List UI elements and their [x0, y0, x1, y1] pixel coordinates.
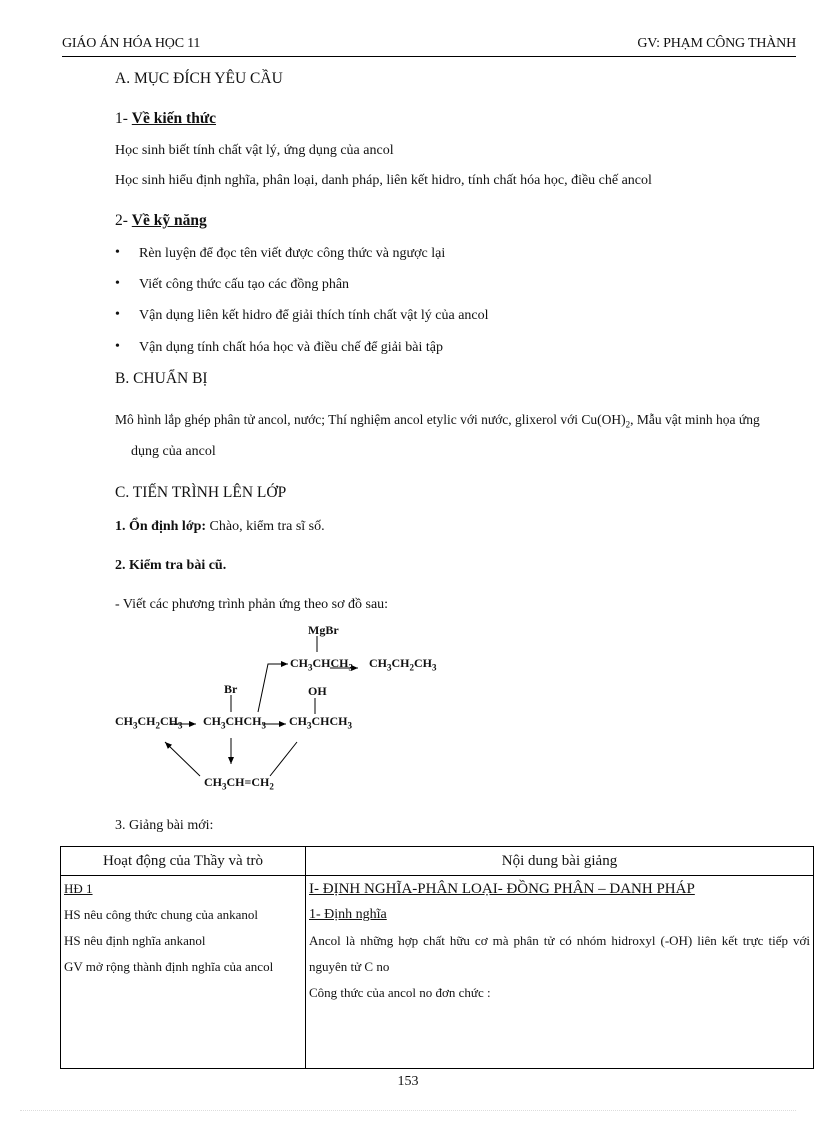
footer-divider — [20, 1110, 796, 1111]
definition-text: Ancol là những hợp chất hữu cơ mà phân tử có nhóm hidroxyl (-OH) liên kết trực tiếp với nguyên tử C no — [309, 933, 810, 974]
activity-line: HS nêu công thức chung của ankanol — [64, 907, 259, 922]
skills-num: 2- — [115, 212, 128, 229]
oh-label: OH — [308, 684, 327, 698]
knowledge-line-2: Học sinh hiểu định nghĩa, phân loại, danh pháp, liên kết hidro, tính chất hóa học, điều chế ancol — [115, 173, 652, 188]
arrow-propene-propane — [165, 742, 200, 776]
header-right: GV: PHẠM CÔNG THÀNH — [637, 36, 796, 51]
col-content-header: Nội dung bài giảng — [306, 847, 814, 876]
activity-1: HĐ 1 — [64, 881, 93, 896]
arrow-bromide-grignard — [258, 664, 288, 712]
preparation-text-2: dụng của ancol — [131, 444, 216, 459]
section-a-title: A. MỤC ĐÍCH YÊU CẦU — [115, 70, 283, 87]
content-section-title: I- ĐỊNH NGHĨA-PHÂN LOẠI- ĐỒNG PHÂN – DANH PHÁP — [309, 881, 695, 897]
product-propane-formula: $CH_3CH_2CH_3$ — [369, 656, 437, 673]
knowledge-line-1: Học sinh biết tính chất vật lý, ứng dụng của ancol — [115, 143, 394, 158]
preparation-text-a: Mô hình lắp ghép phân tử ancol, nước; Thí nghiệm ancol etylic với nước, glixerol với Cu(OH) — [115, 412, 626, 427]
skill-bullet: • Vận dụng tính chất hóa học và điều chế để giải bài tập — [139, 340, 443, 356]
propanol-formula: $CH_3CHCH_3$ — [289, 714, 352, 731]
lesson-content-cell — [306, 876, 814, 1069]
skills-title: Về kỹ năng — [131, 212, 207, 229]
activity-line: GV mở rộng thành định nghĩa của ancol — [64, 959, 274, 974]
lesson-table — [60, 846, 814, 1069]
skill-bullet: • Vận dụng liên kết hidro để giải thích tính chất vật lý của ancol — [139, 308, 489, 324]
mgbr-label: MgBr — [308, 623, 339, 637]
content-subheading: 1- Định nghĩa — [309, 907, 387, 922]
activity-line: HS nêu định nghĩa ankanol — [64, 933, 206, 948]
line-propene-alcohol — [270, 742, 297, 776]
propene-formula: $CH_3CH=CH_2$ — [204, 775, 274, 792]
grignard-formula: $CH_3CHCH_3$ — [290, 656, 353, 673]
preparation-sub: 2 — [625, 419, 631, 430]
bromopropane-formula: $CH_3CHCH_3$ — [203, 714, 266, 731]
br-label: Br — [224, 682, 238, 696]
skill-bullet: • Rèn luyện để đọc tên viết được công thức và ngược lại — [139, 246, 445, 262]
propane-formula: $CH_3CH_2CH_3$ — [115, 714, 183, 731]
header-left: GIÁO ÁN HÓA HỌC 11 — [62, 36, 201, 51]
item1-label: 1. Ổn định lớp: — [115, 519, 207, 534]
review-heading: 2. Kiểm tra bài cũ. — [115, 558, 227, 573]
knowledge-num: 1- — [115, 110, 128, 127]
item1-text: Chào, kiểm tra sĩ số. — [206, 519, 325, 534]
review-instruction: - Viết các phương trình phản ứng theo sơ đồ sau: — [115, 597, 389, 612]
section-b-title: B. CHUẨN BỊ — [115, 370, 208, 387]
preparation-text-b: , Mẫu vật minh họa ứng — [630, 412, 760, 427]
page-number: 153 — [397, 1074, 419, 1089]
formula-text: Công thức của ancol no đơn chức : — [309, 985, 491, 1000]
knowledge-title: Về kiến thức — [131, 110, 217, 127]
new-lesson-heading: 3. Giảng bài mới: — [115, 818, 214, 833]
skill-bullet: • Viết công thức cấu tạo các đồng phân — [139, 277, 349, 293]
col-teacher-header: Hoạt động của Thầy và trò — [61, 847, 306, 876]
teacher-activities-cell — [61, 876, 306, 1069]
section-c-title: C. TIẾN TRÌNH LÊN LỚP — [115, 484, 287, 501]
